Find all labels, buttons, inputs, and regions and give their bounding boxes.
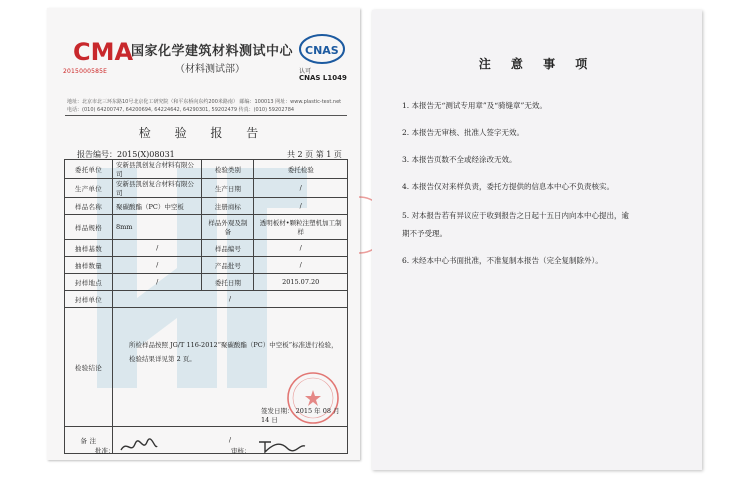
phone-line: 电话：(010) 64200747, 64200694, 64224642, 64290301, 59202479 传真：(010) 59202784 bbox=[67, 107, 295, 113]
reviewer-signature-icon bbox=[257, 436, 307, 456]
notes-title: 注 意 事 项 bbox=[478, 57, 596, 71]
table-label: 检验类别 bbox=[202, 160, 254, 179]
seam-stamp-icon bbox=[357, 195, 373, 255]
table-value: / bbox=[254, 179, 348, 198]
svg-text:CNAS: CNAS bbox=[305, 44, 339, 57]
header-divider bbox=[65, 115, 347, 116]
table-row bbox=[65, 160, 348, 179]
report-header bbox=[63, 36, 348, 96]
org-subtitle: （材料测试部） bbox=[175, 64, 245, 75]
report-info-table bbox=[64, 159, 348, 454]
table-value: / bbox=[113, 240, 202, 257]
table-value: 透明板材•颗粒注塑机加工制样 bbox=[254, 215, 348, 240]
table-label: 封样单位 bbox=[65, 291, 113, 308]
table-value: 安新县凯创复合材料有限公司 bbox=[113, 160, 202, 179]
org-name: 国家化学建筑材料测试中心 bbox=[131, 44, 294, 59]
table-label: 委托单位 bbox=[65, 160, 113, 179]
table-label: 样品外观及制备 bbox=[202, 215, 254, 240]
table-value: / bbox=[254, 240, 348, 257]
conclusion-cell bbox=[113, 308, 348, 427]
table-label: 生产单位 bbox=[65, 179, 113, 198]
list-item: 3. 本报告页数不全或经涂改无效。 bbox=[402, 155, 517, 164]
svg-text:CMA: CMA bbox=[73, 38, 134, 66]
table-value: / bbox=[254, 257, 348, 274]
table-row bbox=[65, 308, 348, 427]
table-value: / bbox=[113, 427, 348, 454]
table-label: 抽样数量 bbox=[65, 257, 113, 274]
report-page bbox=[47, 8, 360, 460]
table-label: 抽样基数 bbox=[65, 240, 113, 257]
table-value: / bbox=[113, 257, 202, 274]
conclusion-text: 所检样品按照 JG/T 116-2012“聚碳酸酯（PC）中空板”标准进行检验，检验结果详见第 2 页。 bbox=[129, 341, 338, 363]
report-number: 报告编号：2015(X)08031 bbox=[77, 150, 175, 159]
table-value: 安新县凯创复合材料有限公司 bbox=[113, 179, 202, 198]
table-value: / bbox=[113, 291, 348, 308]
table-label: 检验结论 bbox=[65, 308, 113, 427]
list-item: 期不予受理。 bbox=[402, 229, 447, 238]
table-value: 8mm bbox=[113, 215, 202, 240]
table-value: 委托检验 bbox=[254, 160, 348, 179]
table-label: 样品名称 bbox=[65, 198, 113, 215]
list-item: 6. 未经本中心书面批准，不准复制本报告（完全复制除外）。 bbox=[402, 256, 603, 265]
sign-date: 签发日期： 2015 年 08 月 14 日 bbox=[261, 407, 340, 424]
table-label: 生产日期 bbox=[202, 179, 254, 198]
list-item: 5. 对本报告若有异议应于收到报告之日起十五日内向本中心提出，逾 bbox=[402, 211, 630, 220]
approver-label: 批准： bbox=[95, 447, 115, 455]
list-item: 2. 本报告无审核、批准人签字无效。 bbox=[402, 128, 525, 137]
reviewer-label: 审核： bbox=[231, 447, 251, 455]
approver-signature-icon bbox=[119, 436, 159, 456]
table-value: 2015.07.20 bbox=[254, 274, 348, 291]
table-label: 产品批号 bbox=[202, 257, 254, 274]
table-label: 封样地点 bbox=[65, 274, 113, 291]
cma-logo-icon bbox=[71, 36, 134, 66]
table-value: 聚碳酸酯（PC）中空板 bbox=[113, 198, 202, 215]
table-row bbox=[65, 179, 348, 198]
notes-page bbox=[372, 10, 702, 470]
list-item: 1. 本报告无“测试专用章”及“骑缝章”无效。 bbox=[402, 101, 547, 110]
table-label: 注册商标 bbox=[202, 198, 254, 215]
cnas-logo-icon bbox=[299, 34, 345, 64]
address-line: 地址：北京市北三环东路10号北京化工研究院（和平东桥向东约200米路南） 邮编：100013 网址：www.plastic-test.net bbox=[67, 99, 342, 105]
cnas-number: CNAS L1049 bbox=[299, 74, 347, 82]
table-value: / bbox=[254, 198, 348, 215]
table-row bbox=[65, 240, 348, 257]
cma-code: 2015000585E bbox=[63, 68, 108, 75]
table-row bbox=[65, 198, 348, 215]
table-row bbox=[65, 274, 348, 291]
table-value: / bbox=[113, 274, 202, 291]
list-item: 4. 本报告仅对来样负责，委托方提供的信息本中心不负责核实。 bbox=[402, 182, 615, 191]
table-row bbox=[65, 291, 348, 308]
cnas-cert-label: 认可 bbox=[299, 68, 312, 75]
table-row bbox=[65, 215, 348, 240]
report-title: 检 验 报 告 bbox=[138, 126, 269, 140]
table-label: 样品编号 bbox=[202, 240, 254, 257]
table-label: 样品规格 bbox=[65, 215, 113, 240]
table-label: 委托日期 bbox=[202, 274, 254, 291]
page-count: 共 2 页 第 1 页 bbox=[287, 150, 342, 159]
table-label: 备 注 bbox=[65, 427, 113, 454]
table-row bbox=[65, 257, 348, 274]
